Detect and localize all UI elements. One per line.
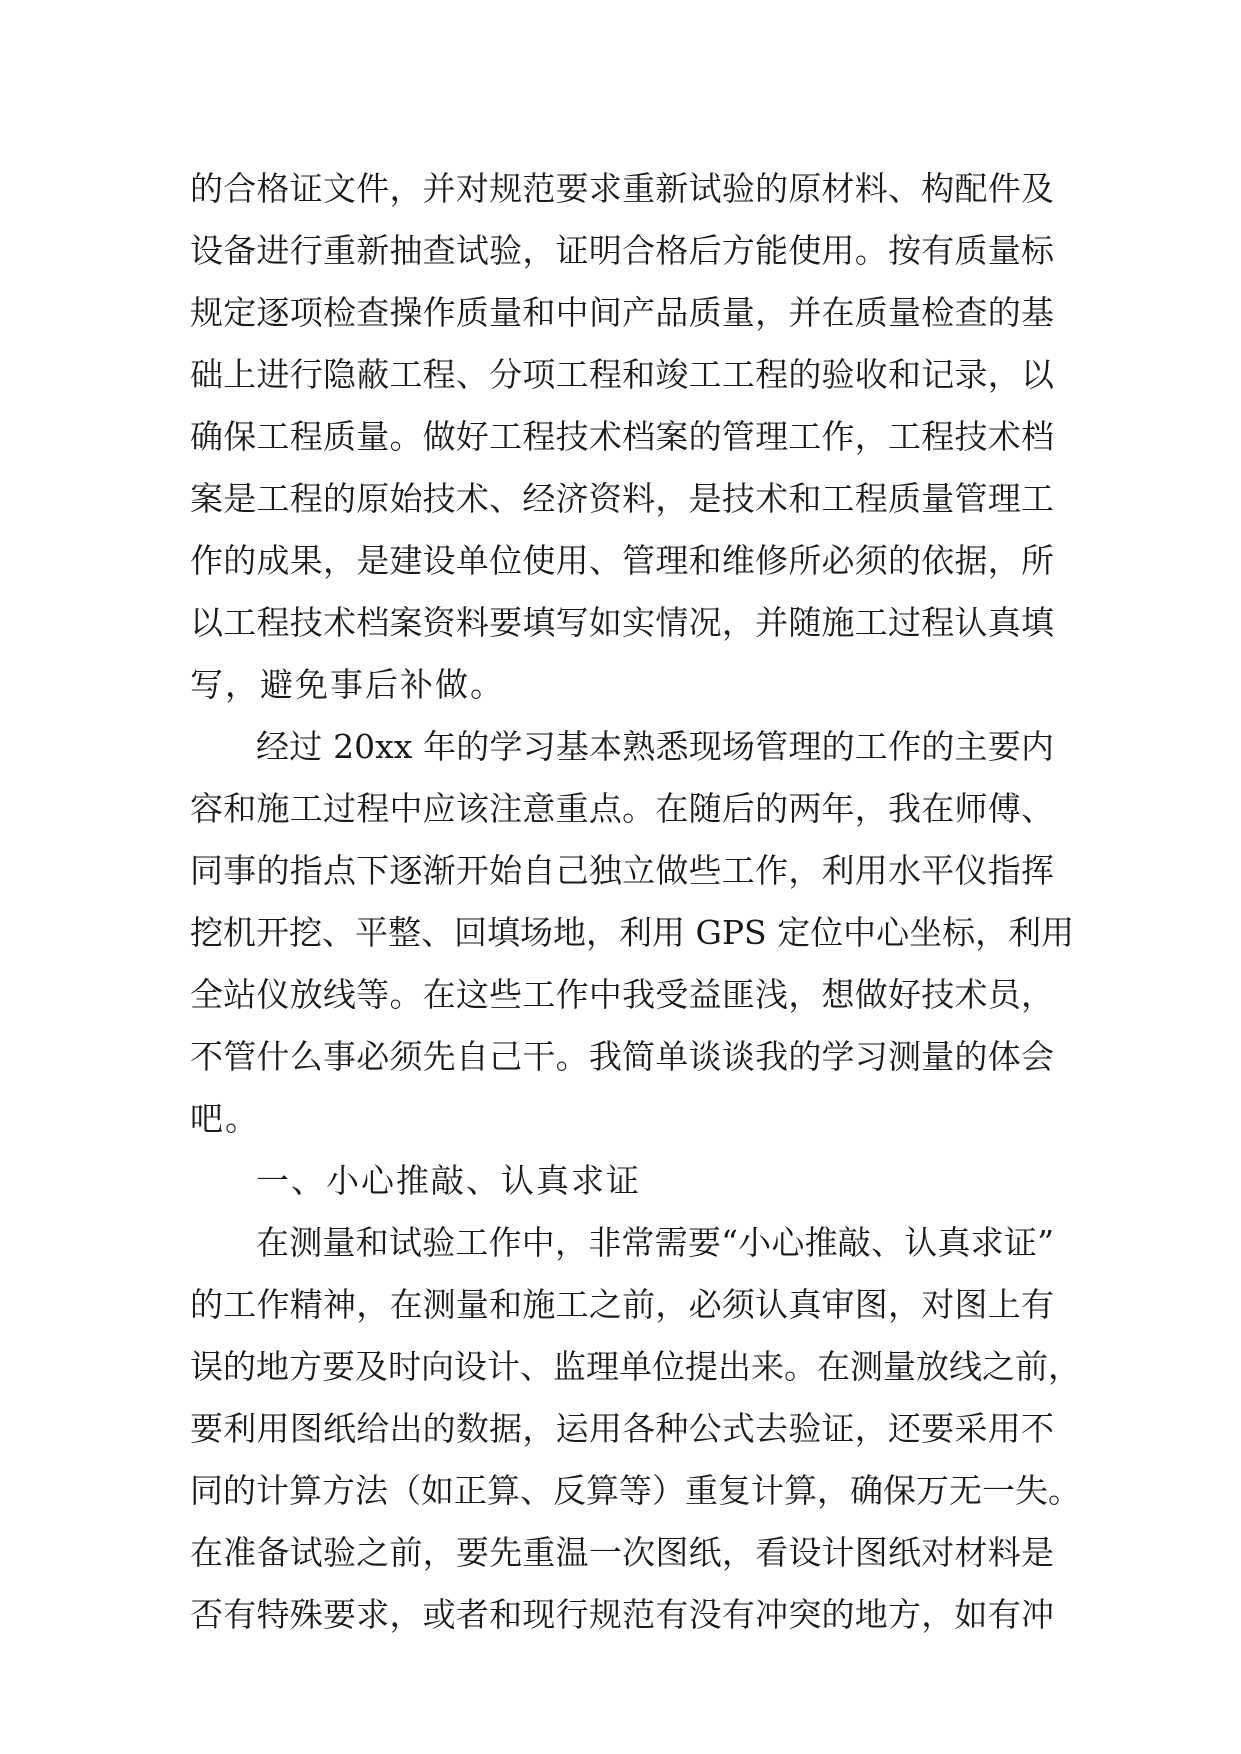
text-line: 误的地方要及时向设计、监理单位提出来。在测量放线之前， (190, 1347, 1081, 1386)
text-line: 容和施工过程中应该注意重点。在随后的两年，我在师傅、 (190, 789, 1054, 828)
text-line: 确保工程质量。做好工程技术档案的管理工作，工程技术档 (190, 417, 1054, 456)
text-line: 的工作精神，在测量和施工之前，必须认真审图，对图上有 (190, 1285, 1054, 1324)
text-line: 同事的指点下逐渐开始自己独立做些工作，利用水平仪指挥 (190, 851, 1054, 890)
heading-text: 一、小心推敲、认真求证 (256, 1161, 641, 1200)
text-line: 吧。 (190, 1099, 260, 1138)
text-line: 同的计算方法（如正算、反算等）重复计算，确保万无一失。 (190, 1471, 1081, 1510)
document-page (190, 158, 1081, 1646)
text-line: 要利用图纸给出的数据，运用各种公式去验证，还要采用不 (190, 1409, 1054, 1448)
text-line: 以工程技术档案资料要填写如实情况，并随施工过程认真填 (190, 603, 1054, 642)
text-line: 不管什么事必须先自己干。我简单谈谈我的学习测量的体会 (190, 1037, 1054, 1076)
paragraph-1 (190, 158, 1054, 716)
text-line: 在测量和试验工作中，非常需要“小心推敲、认真求证” (256, 1223, 1054, 1262)
text-line: 作的成果，是建设单位使用、管理和维修所必须的依据，所 (190, 541, 1054, 580)
text-line: 设备进行重新抽查试验，证明合格后方能使用。按有质量标 (190, 231, 1054, 270)
text-line: 经过 20xx 年的学习基本熟悉现场管理的工作的主要内 (256, 727, 1054, 766)
text-line: 在准备试验之前，要先重温一次图纸，看设计图纸对材料是 (190, 1533, 1054, 1572)
text-line: 规定逐项检查操作质量和中间产品质量，并在质量检查的基 (190, 293, 1054, 332)
paragraph-2 (190, 716, 1075, 1150)
text-line: 否有特殊要求，或者和现行规范有没有冲突的地方，如有冲 (190, 1595, 1054, 1634)
text-line: 的合格证文件，并对规范要求重新试验的原材料、构配件及 (190, 169, 1054, 208)
text-line: 写，避免事后补做。 (190, 665, 505, 704)
text-line: 全站仪放线等。在这些工作中我受益匪浅，想做好技术员， (190, 975, 1054, 1014)
paragraph-3 (190, 1212, 1081, 1646)
text-line: 挖机开挖、平整、回填场地，利用 GPS 定位中心坐标，利用 (190, 913, 1075, 952)
text-line: 础上进行隐蔽工程、分项工程和竣工工程的验收和记录，以 (190, 355, 1054, 394)
text-line: 案是工程的原始技术、经济资料，是技术和工程质量管理工 (190, 479, 1054, 518)
section-heading (190, 1150, 1054, 1212)
